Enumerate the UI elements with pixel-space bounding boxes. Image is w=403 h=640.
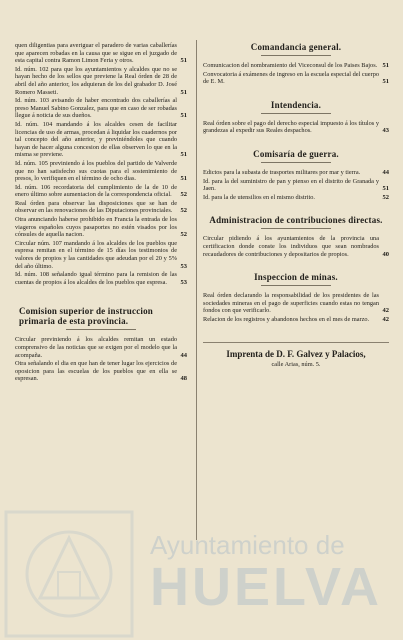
section-rule: [261, 113, 331, 114]
index-entry: [203, 292, 389, 315]
entry-text: Id. para la del suministro de pan y pienso en el distrito de Granada y Jaen.: [203, 177, 379, 193]
entry-page-number: 40: [382, 250, 389, 258]
index-entry: [15, 271, 187, 286]
entry-text: Edictos para la subasta de trasportes militares por mar y tierra.: [203, 168, 361, 176]
entry-page-number: 51: [382, 78, 389, 86]
section-rule: [66, 329, 136, 330]
entry-page-number: 43: [382, 127, 389, 135]
entry-page-number: 52: [180, 207, 187, 215]
entry-page-number: 44: [180, 351, 187, 359]
index-entry: [15, 336, 187, 359]
index-entry: [203, 178, 389, 193]
entry-page-number: 51: [180, 57, 187, 65]
right-column: [203, 42, 389, 368]
index-entry: [203, 62, 389, 70]
index-entry: [203, 71, 389, 86]
entry-text: Relacion de los registros y abandonos hechos en el mes de marzo.: [203, 315, 370, 323]
index-entry: [15, 200, 187, 215]
section-rule: [261, 285, 331, 286]
entry-text: Id. para la de utensilios en el mismo distrito.: [203, 193, 315, 201]
entry-page-number: 51: [180, 151, 187, 159]
index-entry: [15, 240, 187, 270]
index-entry: [15, 42, 187, 65]
section-heading: Inspeccion de minas.: [254, 272, 338, 283]
watermark-city: HUELVA: [150, 557, 382, 617]
section-rule: [261, 55, 331, 56]
entry-text: Comunicacion del nombramiento del Viceconsul de los Paises Bajos.: [203, 62, 378, 69]
entry-text: Id. núm. 104 mandando á los alcaldes cesen de facilitar licencias de uso de armas, procedan á liquidar los cuadernos por tal concepto del año anterior, y previniéndoles que cuando hayan de hacer alguna concesion de ellas observen lo que en la misma se previene.: [15, 120, 177, 159]
entry-text: quen diligentias para averiguar el paradero de varias caballerías que aparecen robadas en la causa que se sigue en el juzgado de esta capital contra Ramon Limon Feria y otros.: [15, 42, 177, 65]
index-entry: [15, 160, 187, 183]
entry-text: Id. núm. 102 para que los ayuntamientos y alcaldes que no se hayan hecho de los sellos que previene la Real órden de 28 de abril del año anterior, los adquieran de los del grabador D. José Romero Masseti.: [15, 65, 177, 96]
index-entry: [203, 316, 389, 324]
section-heading: Intendencia.: [270, 99, 322, 110]
imprint-address: calle Arias, núm. 5.: [271, 360, 321, 368]
section-rule: [261, 162, 331, 163]
entry-text: Otra señalando el dia en que han de tener lugar los ejercicios de oposicion para las escuelas de los pueblos que en ella se espresan.: [15, 360, 177, 383]
entry-page-number: 51: [180, 88, 187, 96]
entry-text: Id. núm. 108 señalando igual término para la remision de las cuentas de propios á los alcaldes de los pueblos que espresa.: [15, 271, 177, 286]
printer-imprint: [203, 342, 389, 368]
entry-text: Circular pidiendo á los ayuntamientos de la provincia una certificacion donde conste los individuos que sean nombrados recaudadores de contribuciones y depositarios de propios.: [203, 235, 379, 258]
entry-page-number: 44: [382, 168, 389, 176]
section-heading: Comisaría de guerra.: [253, 148, 339, 159]
index-entry: [15, 216, 187, 239]
index-entry: [203, 120, 389, 135]
index-entry: [203, 194, 389, 202]
section-heading: Comision superior de instruccion primaria de esta provincia.: [19, 306, 153, 327]
index-entry: [15, 66, 187, 96]
entry-text: Circular núm. 107 mandando á los alcaldes de los pueblos que espresa remitan en el término de 15 días los testimonios de valores de propios y las cantidades que adeudan por el 20 y 5% del año último.: [15, 239, 177, 270]
entry-text: Real órden para observar las disposiciones que se han de observar en las renovaciones de las Diputaciones provinciales.: [15, 199, 177, 215]
index-entry: [203, 169, 389, 177]
entry-page-number: 51: [382, 185, 389, 193]
entry-page-number: 53: [180, 278, 187, 286]
entry-page-number: 52: [382, 193, 389, 201]
entry-page-number: 52: [180, 231, 187, 239]
watermark-name: Ayuntamiento de: [150, 530, 345, 560]
entry-page-number: 51: [180, 175, 187, 183]
entry-page-number: 52: [180, 191, 187, 199]
entry-text: Convocatoria á exámenes de ingreso en la escuela especial del cuerpo de E. M.: [203, 70, 379, 86]
index-entry: [15, 360, 187, 383]
index-entry: [15, 97, 187, 120]
entry-text: Real órden declarando la responsabilidad de los presidentes de las sociedades mineras en el pago de superficies cuando estas no tengan fondos con que verificarlo.: [203, 292, 379, 315]
entry-text: Id. núm. 105 previniendo á los pueblos del partido de Valverde que no han satisfecho sus cuotas para el sostenimiento de presos, lo verifiquen en el término de ocho dias.: [15, 159, 177, 183]
entry-text: Circular previniendo á los alcaldes remitan un estado comprensivo de las noticias que se exigen por el modelo que la acompaña.: [15, 336, 177, 359]
entry-page-number: 48: [180, 375, 187, 383]
entry-text: Otra anunciando haberse prohibido en Francia la entrada de los viageros españoles cuyos pasaportes no estén visados por los cónsules de aquella nacion.: [15, 216, 177, 239]
entry-page-number: 51: [180, 112, 187, 120]
section-heading: Administracion de contribuciones directas.: [209, 215, 383, 226]
column-divider: [196, 40, 197, 540]
section-heading: Comandancia general.: [250, 42, 342, 52]
entry-page-number: 42: [382, 315, 389, 323]
index-entry: [203, 235, 389, 258]
left-column: [15, 42, 187, 384]
entry-page-number: 42: [382, 307, 389, 315]
imprint-title: Imprenta de D. F. Galvez y Palacios,: [226, 348, 366, 359]
entry-text: Id. núm. 106 recordatoria del cumplimiento de la de 10 de enero último sobre aumentacion de la correspondencia oficial.: [15, 183, 177, 199]
index-entry: [15, 184, 187, 199]
entry-text: Real órden sobre el pago del derecho especial impuesto á los títulos y grandezas al expedir sus Reales despachos.: [203, 119, 379, 135]
section-rule: [261, 228, 331, 229]
entry-text: Id. núm. 103 avisando de haber encontrado dos caballerías al preso Manuel Sabino Gonzalez, para que en caso de ser robadas llegue á noticia de sus dueños.: [15, 97, 177, 120]
entry-page-number: 51: [382, 62, 389, 69]
index-entry: [15, 121, 187, 159]
entry-page-number: 53: [180, 262, 187, 270]
